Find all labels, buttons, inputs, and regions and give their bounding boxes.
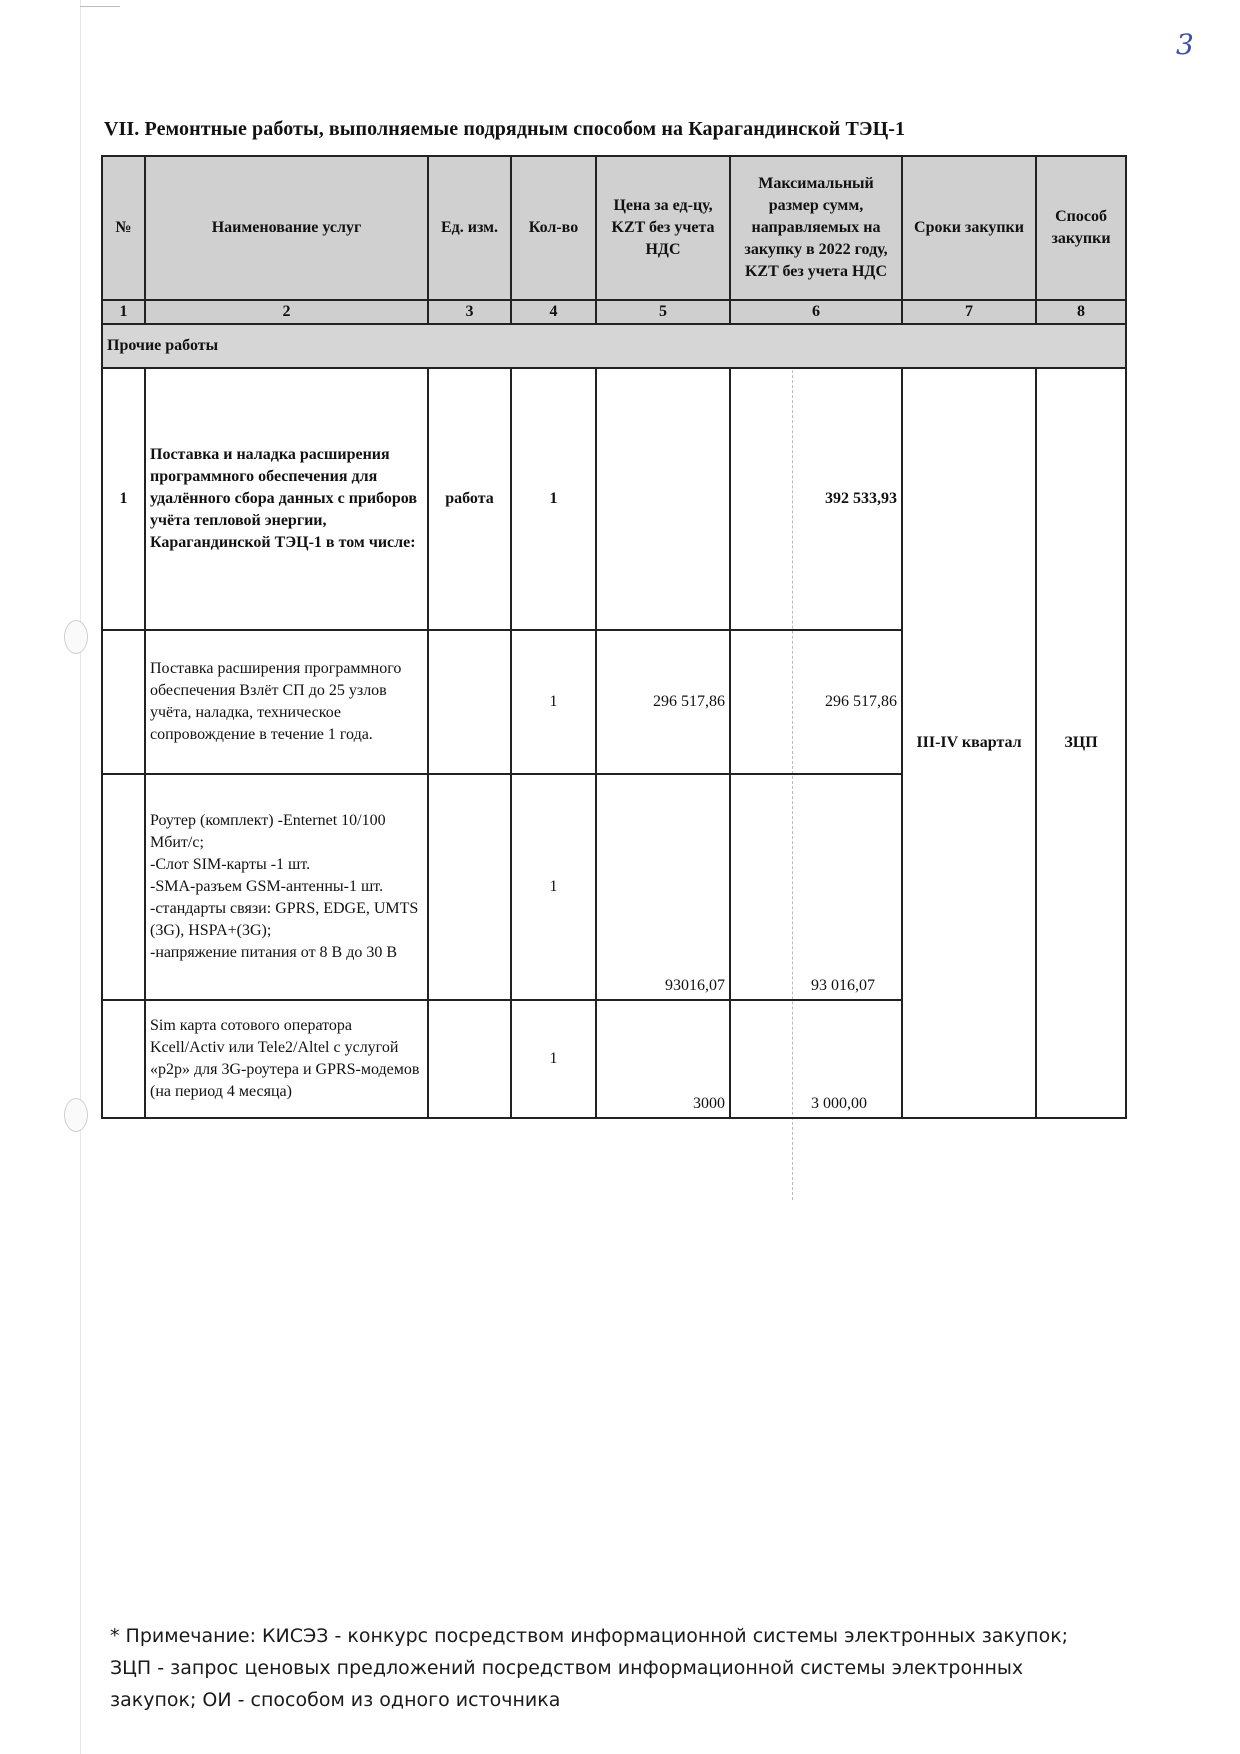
row-service-name: Поставка и наладка расширения программного обеспечения для удалённого сбора данных с приборов учёта тепловой энергии, Карагандинской ТЭЦ-1 в том числе:: [145, 368, 428, 630]
procurement-method: ЗЦП: [1036, 368, 1126, 1118]
spec-line: -стандарты связи: GPRS, EDGE, UMTS (3G), HSPA+(3G);: [150, 900, 419, 939]
row-unit: [428, 630, 511, 774]
row-max-amount: 296 517,86: [730, 630, 902, 774]
row-unit-price: 3000: [596, 1000, 730, 1118]
row-quantity: 1: [511, 630, 596, 774]
column-number: 4: [511, 300, 596, 324]
row-max-amount: 392 533,93: [730, 368, 902, 630]
row-unit: [428, 774, 511, 1000]
header-unit: Ед. изм.: [428, 156, 511, 300]
header-max-amount: Максимальный размер сумм, направляемых на закупку в 2022 году, KZT без учета НДС: [730, 156, 902, 300]
spec-line: -SMA-разъем GSM-антенны-1 шт.: [150, 878, 384, 895]
table-row: [102, 368, 1126, 630]
procurement-period: III-IV квартал: [902, 368, 1036, 1118]
column-number-row: [102, 300, 1126, 324]
header-procurement-period: Сроки закупки: [902, 156, 1036, 300]
procurement-table: [101, 155, 1127, 1119]
spec-line: -напряжение питания от 8 В до 30 В: [150, 944, 398, 961]
page-margin-line: [80, 0, 81, 1754]
header-procurement-method: Способ закупки: [1036, 156, 1126, 300]
row-unit-price: 93016,07: [596, 774, 730, 1000]
column-number: 8: [1036, 300, 1126, 324]
punch-hole: [64, 620, 88, 654]
row-unit: работа: [428, 368, 511, 630]
section-title: VII. Ремонтные работы, выполняемые подрядным способом на Карагандинской ТЭЦ-1: [104, 118, 906, 140]
page-top-mark: [80, 6, 120, 7]
row-service-name: [145, 774, 428, 1000]
footnote: * Примечание: КИСЭЗ - конкурс посредством информационной системы электронных закупок; ЗЦП - запрос ценовых предложений посредством информационной системы электронных закупок; ОИ - способом из одного источника: [110, 1625, 1069, 1711]
column-number: 1: [102, 300, 145, 324]
group-row: [102, 324, 1126, 368]
row-unit: [428, 1000, 511, 1118]
column-number: 5: [596, 300, 730, 324]
row-service-name: Sim карта сотового оператора Kcell/Activ или Tele2/Altel с услугой «р2р» для 3G-роутера и GPRS-модемов (на период 4 месяца): [145, 1000, 428, 1118]
row-number: [102, 1000, 145, 1118]
row-quantity: 1: [511, 1000, 596, 1118]
header-unit-price: Цена за ед-цу, KZT без учета НДС: [596, 156, 730, 300]
table-header-row: [102, 156, 1126, 300]
row-max-amount: 93 016,07: [730, 774, 902, 1000]
header-service-name: Наименование услуг: [145, 156, 428, 300]
header-quantity: Кол-во: [511, 156, 596, 300]
column-number: 3: [428, 300, 511, 324]
punch-hole: [64, 1098, 88, 1132]
column-number: 7: [902, 300, 1036, 324]
row-quantity: 1: [511, 368, 596, 630]
group-label: Прочие работы: [102, 324, 1126, 368]
row-quantity: 1: [511, 774, 596, 1000]
row-number: 1: [102, 368, 145, 630]
row-number: [102, 630, 145, 774]
row-unit-price: [596, 368, 730, 630]
handwritten-page-number: 3: [1176, 28, 1194, 61]
header-number: №: [102, 156, 145, 300]
column-number: 6: [730, 300, 902, 324]
spec-line: -Слот SIM-карты -1 шт.: [150, 856, 311, 873]
row-number: [102, 774, 145, 1000]
spec-line: Роутер (комплект) -Enternet 10/100 Мбит/с;: [150, 812, 386, 851]
row-max-amount: 3 000,00: [730, 1000, 902, 1118]
column-number: 2: [145, 300, 428, 324]
row-service-name: Поставка расширения программного обеспечения Взлёт СП до 25 узлов учёта, наладка, техническое сопровождение в течение 1 года.: [145, 630, 428, 774]
row-unit-price: 296 517,86: [596, 630, 730, 774]
